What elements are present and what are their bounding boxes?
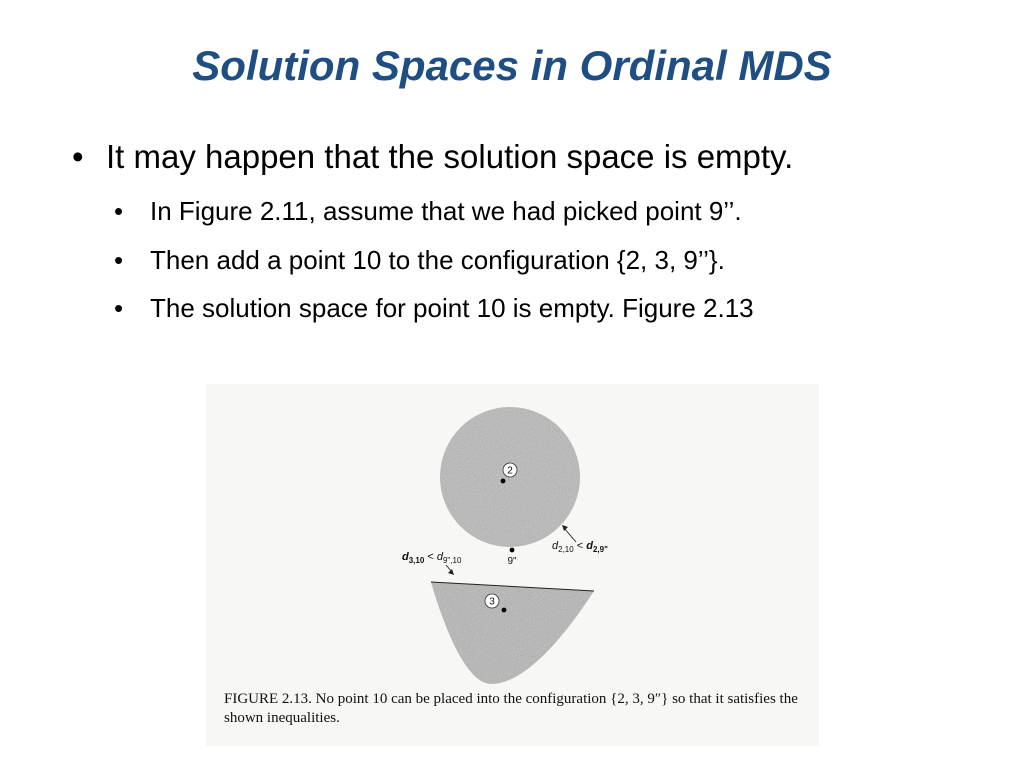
slide-title: Solution Spaces in Ordinal MDS xyxy=(192,42,832,89)
sub-bullet-3 xyxy=(114,293,754,324)
figure-caption: FIGURE 2.13. No point 10 can be placed into the configuration {2, 3, 9″} so that it satisfies the shown inequalities. xyxy=(224,691,798,726)
point-9-dot xyxy=(510,548,515,553)
figure-2-13 xyxy=(206,384,819,746)
bullet-level1 xyxy=(72,138,793,176)
bullet-dot: • xyxy=(114,293,124,323)
bullet-dot: • xyxy=(72,138,84,175)
point-3-label: 3 xyxy=(489,596,495,608)
sub-bullet-2 xyxy=(114,245,725,276)
lower-region xyxy=(431,582,594,684)
bullet-list xyxy=(0,0,1024,380)
bullet-text: It may happen that the solution space is empty. xyxy=(106,138,794,175)
inequality-left: $d_{3,10} < d_{9",10}$ xyxy=(402,551,462,565)
inequality-right: $d_{2,10} < d_{2,9"}$ xyxy=(552,540,608,554)
point-2-label: 2 xyxy=(507,465,513,477)
point-9-label: 9" xyxy=(507,556,517,567)
arrow-left-head xyxy=(448,569,454,575)
sub-bullet-1 xyxy=(114,196,742,227)
arrow-right-head xyxy=(562,525,568,531)
bullet-dot: • xyxy=(114,245,124,275)
sub-bullet-text: Then add a point 10 to the configuration {2, 3, 9’’}. xyxy=(150,245,725,275)
sub-bullet-text: The solution space for point 10 is empty. Figure 2.13 xyxy=(150,293,754,323)
sub-bullet-text: In Figure 2.11, assume that we had picked point 9’’. xyxy=(150,196,742,226)
point-3-dot xyxy=(502,608,507,613)
bullet-dot: • xyxy=(114,196,124,226)
point-2-dot xyxy=(501,479,506,484)
